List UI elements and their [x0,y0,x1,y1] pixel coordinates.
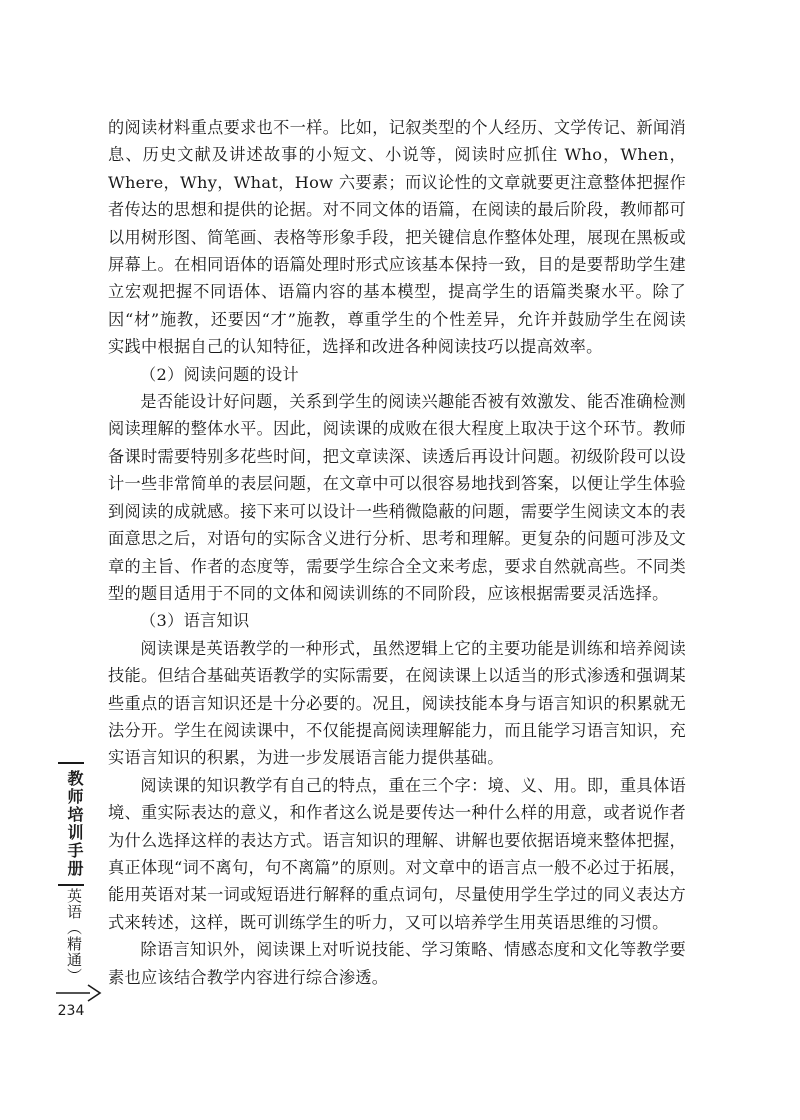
side-rule-top [58,762,84,764]
sidebar-book-title: 教师培训手册 [65,770,84,878]
paragraph-language-knowledge-1: 阅读课是英语教学的一种形式，虽然逻辑上它的主要功能是训练和培养阅读技能。但结合基础英语教学的实际需要，在阅读课上以适当的形式渗透和强调某些重点的语言知识还是十分必要的。况且，阅读技能本身与语言知识的积累就无法分开。学生在阅读课中，不仅能提高阅读理解能力，而且能学习语言知识，充实语言知识的积累，为进一步发展语言能力提供基础。 [108,638,686,768]
page-arrow-icon [52,982,106,1004]
page-number: 234 [57,1003,85,1019]
main-text [108,114,686,991]
sidebar-subject: 英语（精通） [65,888,83,984]
paragraph-intro: 的阅读材料重点要求也不一样。比如，记叙类型的个人经历、文学传记、新闻消息、历史文献及讲述故事的小短文、小说等，阅读时应抓住 Who，When，Where，Why，What，How 六要素；而议论性的文章就要更注意整体把握作者传达的思想和提供的论据。对不同文体的语篇，在阅读的最后阶段，教师都可以用树形图、简笔画、表格等形象手段，把关键信息作整体处理，展现在黑板或屏幕上。在相同语体的语篇处理时形式应该基本保持一致，目的是要帮助学生建立宏观把握不同语体、语篇内容的基本模型，提高学生的语篇类聚水平。除了因“材”施教，还要因“才”施教，尊重学生的个性差异，允许并鼓励学生在阅读实践中根据自己的认知特征，选择和改进各种阅读技巧以提高效率。 [108,118,686,357]
paragraph-language-knowledge-3: 除语言知识外，阅读课上对听说技能、学习策略、情感态度和文化等教学要素也应该结合教学内容进行综合渗透。 [108,940,686,987]
paragraph-question-design: 是否能设计好问题，关系到学生的阅读兴趣能否被有效激发、能否准确检测阅读理解的整体水平。因此，阅读课的成败在很大程度上取决于这个环节。教师备课时需要特别多花些时间，把文章读深、读透后再设计问题。初级阶段可以设计一些非常简单的表层问题，在文章中可以很容易地找到答案，以便让学生体验到阅读的成就感。接下来可以设计一些稍微隐蔽的问题，需要学生阅读文本的表面意思之后，对语句的实际含义进行分析、思考和理解。更复杂的问题可涉及文章的主旨、作者的态度等，需要学生综合全文来考虑，要求自然就高些。不同类型的题目适用于不同的文体和阅读训练的不同阶段，应该根据需要灵活选择。 [108,392,686,603]
side-rule-middle [58,884,84,886]
section-heading-reading-questions: （2）阅读问题的设计 [140,364,299,384]
paragraph-language-knowledge-2: 阅读课的知识教学有自己的特点，重在三个字：境、义、用。即，重具体语境、重实际表达的意义，和作者这么说是要传达一种什么样的用意，或者说作者为什么选择这样的表达方式。语言知识的理解、讲解也要依据语境来整体把握，真正体现“词不离句，句不离篇”的原则。对文章中的语言点一般不必过于拓展，能用英语对某一词或短语进行解释的重点词句，尽量使用学生学过的同义表达方式来转述，这样，既可训练学生的听力，又可以培养学生用英语思维的习惯。 [108,775,686,932]
section-heading-language-knowledge: （3）语言知识 [140,611,250,631]
